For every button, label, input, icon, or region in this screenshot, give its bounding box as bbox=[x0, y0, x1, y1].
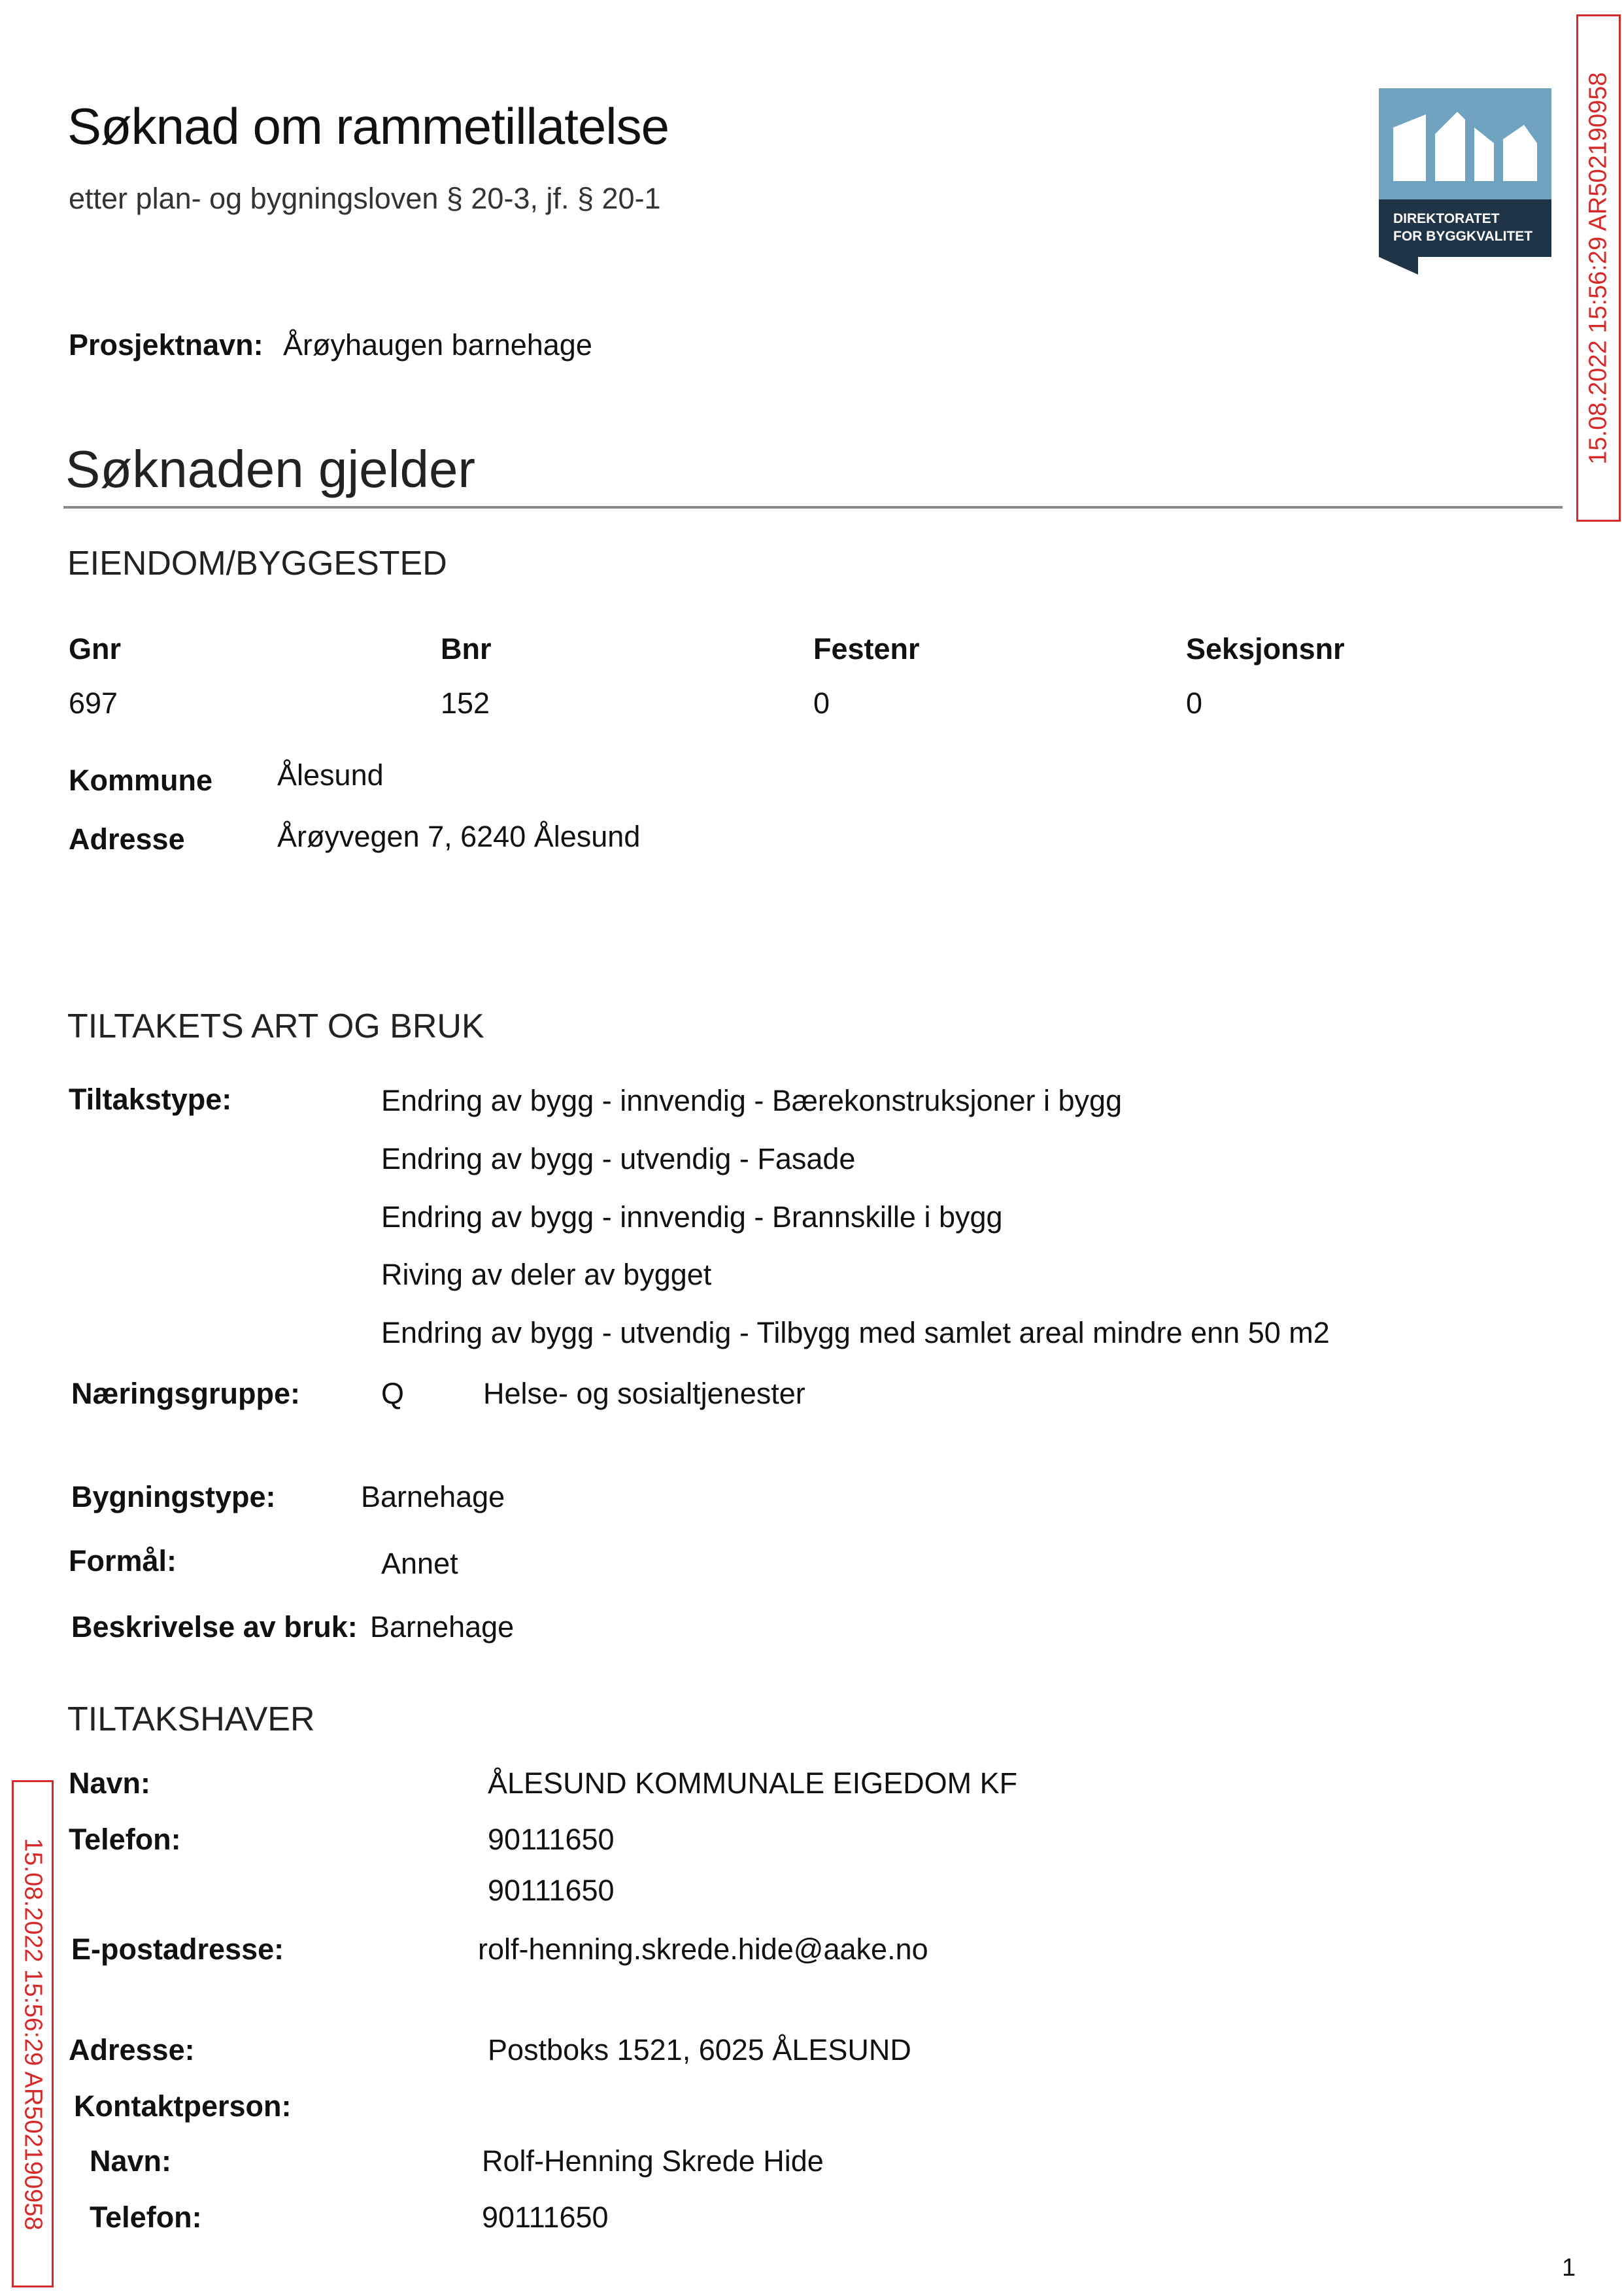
beskrivelse-bruk-label: Beskrivelse av bruk: bbox=[71, 1610, 358, 1644]
section-divider bbox=[63, 506, 1563, 509]
bnr-value: 152 bbox=[441, 686, 490, 720]
tiltakstype-item: Endring av bygg - innvendig - Bærekonstruksjoner i bygg bbox=[381, 1084, 1123, 1117]
property-heading: EIENDOM/BYGGESTED bbox=[67, 545, 447, 582]
formal-value: Annet bbox=[381, 1547, 458, 1580]
kommune-label: Kommune bbox=[69, 764, 213, 797]
tiltakshaver-heading: TILTAKSHAVER bbox=[67, 1700, 315, 1738]
kontaktperson-telefon-value: 90111650 bbox=[482, 2201, 609, 2234]
tiltakshaver-telefon-value: 90111650 bbox=[488, 1874, 615, 1907]
dibk-logo bbox=[1379, 88, 1551, 275]
tiltakstype-item: Endring av bygg - innvendig - Brannskille i bygg bbox=[381, 1200, 1003, 1234]
logo-line-1: DIREKTORATET bbox=[1393, 211, 1500, 226]
bnr-label: Bnr bbox=[441, 632, 492, 666]
tiltakshaver-navn-value: ÅLESUND KOMMUNALE EIGEDOM KF bbox=[488, 1766, 1018, 1800]
gnr-label: Gnr bbox=[69, 632, 122, 666]
tiltakstype-item: Endring av bygg - utvendig - Tilbygg med samlet areal mindre enn 50 m2 bbox=[381, 1316, 1330, 1349]
adresse-label: Adresse bbox=[69, 822, 185, 856]
kontaktperson-label: Kontaktperson: bbox=[74, 2089, 292, 2123]
beskrivelse-bruk-value: Barnehage bbox=[370, 1610, 515, 1644]
stamp-text: 15.08.2022 15:56:29 AR502190958 bbox=[19, 1837, 47, 2231]
festenr-label: Festenr bbox=[813, 632, 920, 666]
tiltakshaver-navn-label: Navn: bbox=[69, 1766, 151, 1800]
adresse-value: Årøyvegen 7, 6240 Ålesund bbox=[277, 820, 641, 853]
project-value: Årøyhaugen barnehage bbox=[283, 328, 592, 362]
tiltakstype-label: Tiltakstype: bbox=[69, 1083, 232, 1116]
kontaktperson-navn-value: Rolf-Henning Skrede Hide bbox=[482, 2144, 824, 2178]
epost-label: E-postadresse: bbox=[71, 1932, 284, 1966]
bygningstype-label: Bygningstype: bbox=[71, 1480, 276, 1513]
timestamp-stamp-bottom bbox=[12, 1780, 54, 2287]
naeringsgruppe-value: Helse- og sosialtjenester bbox=[483, 1377, 805, 1410]
seksjonsnr-value: 0 bbox=[1186, 686, 1203, 720]
festenr-value: 0 bbox=[813, 686, 830, 720]
kontaktperson-telefon-label: Telefon: bbox=[90, 2201, 202, 2234]
kontaktperson-navn-label: Navn: bbox=[90, 2144, 172, 2178]
stamp-text: 15.08.2022 15:56:29 AR502190958 bbox=[1584, 71, 1612, 465]
tiltakshaver-adresse-label: Adresse: bbox=[69, 2033, 195, 2066]
document-subtitle: etter plan- og bygningsloven § 20-3, jf. § 20-1 bbox=[69, 182, 661, 215]
document-title: Søknad om rammetillatelse bbox=[67, 97, 669, 155]
project-label: Prosjektnavn: bbox=[69, 328, 263, 362]
kommune-value: Ålesund bbox=[277, 758, 384, 792]
tiltakshaver-telefon-value: 90111650 bbox=[488, 1823, 615, 1856]
section-title: Søknaden gjelder bbox=[65, 440, 476, 498]
logo-line-2: FOR BYGGKVALITET bbox=[1393, 229, 1533, 244]
epost-value: rolf-henning.skrede.hide@aake.no bbox=[478, 1932, 928, 1966]
naeringsgruppe-code: Q bbox=[381, 1377, 405, 1410]
gnr-value: 697 bbox=[69, 686, 118, 720]
naeringsgruppe-label: Næringsgruppe: bbox=[71, 1377, 301, 1410]
bygningstype-value: Barnehage bbox=[361, 1480, 505, 1513]
tiltak-heading: TILTAKETS ART OG BRUK bbox=[67, 1007, 484, 1045]
tiltakshaver-telefon-label: Telefon: bbox=[69, 1823, 181, 1856]
seksjonsnr-label: Seksjonsnr bbox=[1186, 632, 1345, 666]
timestamp-stamp-top bbox=[1576, 14, 1621, 522]
tiltakstype-item: Riving av deler av bygget bbox=[381, 1258, 712, 1291]
formal-label: Formål: bbox=[69, 1544, 177, 1577]
tiltakstype-item: Endring av bygg - utvendig - Fasade bbox=[381, 1142, 856, 1175]
page-number: 1 bbox=[1562, 2254, 1576, 2282]
tiltakshaver-adresse-value: Postboks 1521, 6025 ÅLESUND bbox=[488, 2033, 911, 2066]
